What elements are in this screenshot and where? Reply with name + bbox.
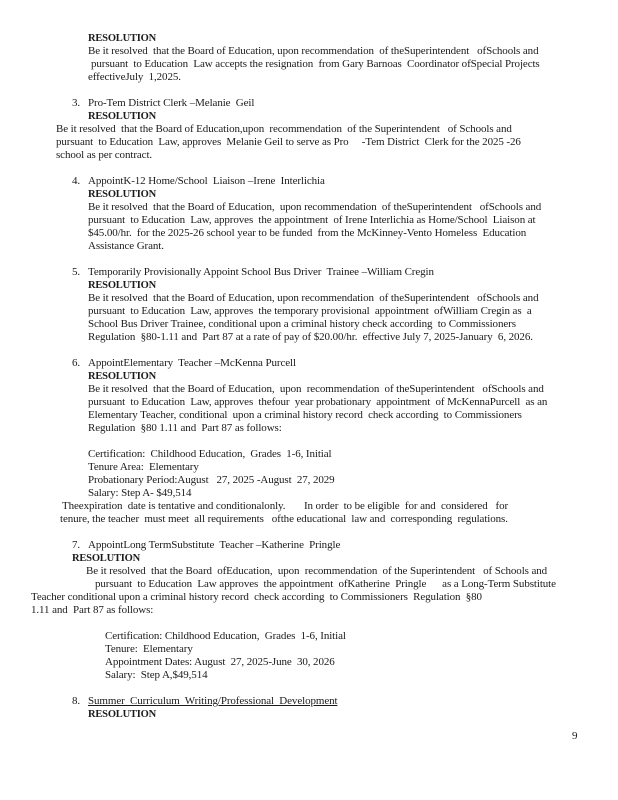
certification-line: Tenure: Elementary [105,643,193,655]
item-heading [72,695,618,708]
body-line: school as per contract. [56,149,153,161]
note-line: Theexpiration date is tentative and conditionalonly. In order to be eligible for and considered for [62,500,509,512]
resolution-label: RESOLUTION [88,189,157,200]
item-heading [72,266,618,279]
item-heading [72,539,618,552]
body-line: Be it resolved that the Board of Education, upon recommendation of theSuperintendent ofSchools and [88,383,544,395]
resolution-label: RESOLUTION [72,553,141,564]
certification-line: Certification: Childhood Education, Grades 1-6, Initial [105,630,346,642]
body-line: Assistance Grant. [88,240,164,252]
body-line: Teacher conditional upon a criminal history record check according to Commissioners Regulation §80 [31,591,482,603]
item-number: 4. [72,175,81,187]
certification-line: Probationary Period:August 27, 2025 -August 27, 2029 [88,474,335,486]
note-line: tenure, the teacher must meet all requirements ofthe educational law and corresponding regulations. [60,513,508,525]
item-heading-text: AppointElementary Teacher –McKenna Purcell [88,357,296,369]
item-number: 5. [72,266,81,278]
body-line: 1.11 and Part 87 as follows: [31,604,154,616]
body-line: pursuant to Education Law accepts the resignation from Gary Barnoas Coordinator ofSpecial Projects [91,58,540,70]
resolution-label: RESOLUTION [88,280,157,291]
certification-line: Appointment Dates: August 27, 2025-June 30, 2026 [105,656,335,668]
body-line: pursuant to Education Law approves the appointment ofKatherine Pringle as a Long-Term Substitute [95,578,556,590]
body-line: Be it resolved that the Board of Education, upon recommendation of theSuperintendent ofSchools and [88,45,539,57]
body-line: Regulation §80 1.11 and Part 87 as follows: [88,422,282,434]
item-heading-text: AppointLong TermSubstitute Teacher –Katherine Pringle [88,539,341,551]
certification-line: Salary: Step A- $49,514 [88,487,192,499]
resolution-label: RESOLUTION [88,111,157,122]
blank-line [0,162,618,175]
body-line: Be it resolved that the Board of Education, upon recommendation of theSuperintendent ofSchools and [88,292,539,304]
body-line: Regulation §80-1.11 and Part 87 at a rate of pay of $20.00/hr. effective July 7, 2025-January 6, 2026. [88,331,533,343]
page-number: 9 [572,730,578,742]
resolution-label: RESOLUTION [88,709,157,720]
body-line: pursuant to Education Law, approves thefour year probationary appointment of McKennaPurcell as an [88,396,548,408]
blank-line [0,84,618,97]
item-number: 7. [72,539,81,551]
body-line: effectiveJuly 1,2025. [88,71,181,83]
item-heading [72,97,618,110]
item-heading-text: Summer Curriculum Writing/Professional Development [88,695,338,707]
resolution-label: RESOLUTION [88,371,157,382]
item-number: 6. [72,357,81,369]
body-line: Elementary Teacher, conditional upon a criminal history record check according to Commissioners [88,409,522,421]
body-line: Be it resolved that the Board of Education,upon recommendation of the Superintendent of Schools and [56,123,512,135]
item-number: 3. [72,97,81,109]
blank-line [0,526,618,539]
certification-line: Salary: Step A,$49,514 [105,669,208,681]
item-heading [72,175,618,188]
resolution-label: RESOLUTION [88,33,157,44]
item-heading-text: Temporarily Provisionally Appoint School Bus Driver Trainee –William Cregin [88,266,434,278]
blank-line [0,617,618,630]
blank-line [0,253,618,266]
blank-line [0,344,618,357]
body-line: pursuant to Education Law, approves Melanie Geil to serve as Pro -Tem District Clerk for the 2025 -26 [56,136,521,148]
certification-line: Tenure Area: Elementary [88,461,199,473]
item-heading-text: AppointK-12 Home/School Liaison –Irene Interlichia [88,175,325,187]
body-line: Be it resolved that the Board of Education, upon recommendation of theSuperintendent ofSchools and [88,201,542,213]
certification-line: Certification: Childhood Education, Grades 1-6, Initial [88,448,332,460]
body-line: $45.00/hr. for the 2025-26 school year to be funded from the McKinney-Vento Homeless Education [88,227,527,239]
item-heading [72,357,618,370]
body-line: Be it resolved that the Board ofEducation, upon recommendation of the Superintendent of Schools and [86,565,548,577]
body-line: pursuant to Education Law, approves the appointment of Irene Interlichia as Home/School Liaison at [88,214,536,226]
blank-line [0,682,618,695]
body-line: pursuant to Education Law, approves the temporary provisional appointment ofWilliam Cregin as a [88,305,532,317]
item-number: 8. [72,695,81,707]
body-line: School Bus Driver Trainee, conditional upon a criminal history check according to Commissioners [88,318,516,330]
blank-line [0,435,618,448]
item-heading-text: Pro-Tem District Clerk –Melanie Geil [88,97,255,109]
